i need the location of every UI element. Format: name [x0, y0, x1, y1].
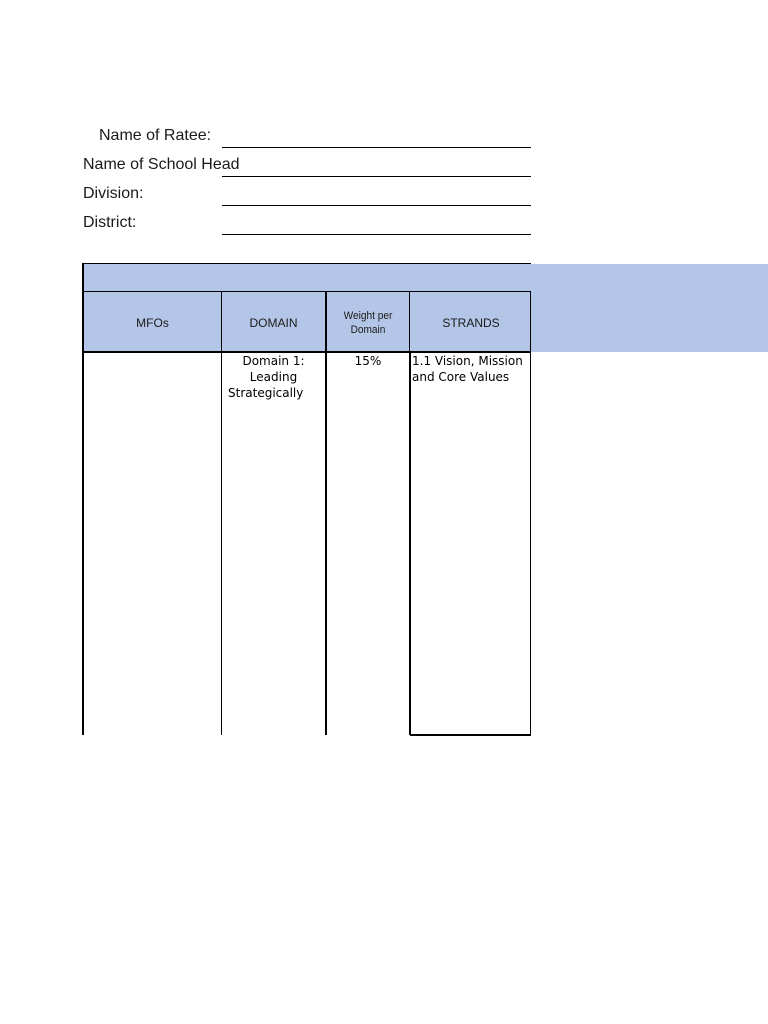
strands-cell — [412, 353, 531, 385]
header-row-divider — [83, 291, 531, 292]
domain-cell — [222, 353, 325, 401]
header-mfos — [84, 293, 221, 352]
weight-value: 15% — [354, 354, 382, 368]
domain-line-1: Domain 1: — [242, 354, 305, 368]
header-weight-line-1: Weight per — [343, 309, 393, 322]
district-line[interactable] — [222, 234, 531, 235]
name-of-ratee-line[interactable] — [222, 147, 531, 148]
header-domain-text: DOMAIN — [249, 315, 298, 330]
header-weight-line-2: Domain — [350, 323, 386, 336]
column-divider-3b — [410, 352, 411, 735]
strand-line-1: 1.1 Vision, Mission — [412, 354, 523, 368]
header-strands — [411, 293, 531, 352]
school-head-label: Name of School Head — [83, 156, 240, 173]
district-label: District: — [83, 214, 137, 231]
header-weight-per-domain — [330, 293, 405, 352]
name-of-ratee-label: Name of Ratee: — [99, 127, 212, 144]
header-domain — [222, 293, 325, 352]
domain-line-2: Leading — [249, 370, 298, 384]
weight-cell — [327, 353, 409, 369]
division-line[interactable] — [222, 205, 531, 206]
strand-line-2: and Core Values — [412, 370, 510, 384]
division-label: Division: — [83, 185, 144, 202]
strands-cell-bottom-border — [410, 734, 531, 736]
table-top-border — [83, 263, 531, 264]
header-strands-text: STRANDS — [442, 315, 500, 330]
header-mfos-text: MFOs — [136, 315, 169, 330]
domain-line-3: Strategically — [228, 386, 304, 400]
school-head-line[interactable] — [222, 176, 531, 177]
